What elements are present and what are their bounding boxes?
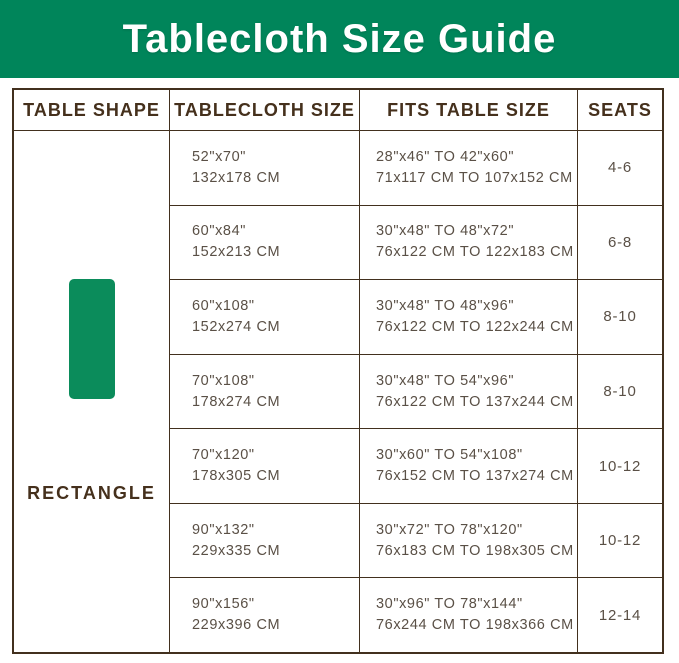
table-rows [170,131,662,652]
tablecloth-size-cm: 178x274 CM [192,393,281,410]
tablecloth-size-inches: 60"x108" [192,297,255,314]
tablecloth-size-cell [170,504,360,578]
fits-size-cm: 76x152 CM TO 137x274 CM [376,468,574,485]
header-seats: SEATS [588,99,652,120]
seats-cell: 12-14 [598,606,642,624]
table-row [170,131,662,206]
title-banner [0,0,679,78]
table-row [170,280,662,355]
tablecloth-size-cm: 152x213 CM [192,244,281,261]
fits-size-inches: 30"x72" TO 78"x120" [376,521,523,538]
header-fits-table-size: FITS TABLE SIZE [360,90,578,130]
tablecloth-size-inches: 60"x84" [192,223,247,240]
size-guide-table [12,88,664,654]
seats-cell: 10-12 [598,532,642,550]
fits-table-size-cell [360,131,578,205]
fits-size-inches: 30"x48" TO 48"x72" [376,223,515,240]
rectangle-shape-icon [69,279,115,399]
tablecloth-size-cell [170,206,360,280]
fits-size-inches: 28"x46" TO 42"x60" [376,148,515,165]
fits-table-size-cell [360,578,578,652]
tablecloth-size-cm: 229x396 CM [192,617,281,634]
table-header-row [14,90,662,131]
tablecloth-size-cm: 152x274 CM [192,318,281,335]
table-row [170,355,662,430]
fits-table-size-cell [360,280,578,354]
header-tablecloth-size: TABLECLOTH SIZE [170,90,360,130]
table-row [170,206,662,281]
fits-size-cm: 76x122 CM TO 122x183 CM [376,244,574,261]
tablecloth-size-cm: 178x305 CM [192,468,281,485]
page-title: Tablecloth Size Guide [122,16,557,61]
fits-size-inches: 30"x60" TO 54"x108" [376,447,523,464]
tablecloth-size-cell [170,355,360,429]
tablecloth-size-cell [170,578,360,652]
fits-table-size-cell [360,504,578,578]
fits-table-size-cell [360,429,578,503]
tablecloth-size-inches: 90"x156" [192,596,255,613]
seats-cell: 8-10 [603,383,637,401]
tablecloth-size-cell [170,429,360,503]
tablecloth-size-inches: 52"x70" [192,148,247,165]
tablecloth-size-inches: 70"x108" [192,372,255,389]
tablecloth-size-inches: 70"x120" [192,447,255,464]
table-shape-cell [14,131,170,652]
fits-size-inches: 30"x48" TO 48"x96" [376,297,515,314]
fits-table-size-cell [360,355,578,429]
seats-cell: 10-12 [598,457,642,475]
tablecloth-size-cm: 132x178 CM [192,169,281,186]
fits-size-cm: 76x183 CM TO 198x305 CM [376,542,574,559]
tablecloth-size-cell [170,131,360,205]
seats-cell: 6-8 [607,233,633,251]
table-row [170,578,662,652]
fits-size-cm: 76x244 CM TO 198x366 CM [376,617,574,634]
header-table-shape: TABLE SHAPE [14,90,170,130]
tablecloth-size-cell [170,280,360,354]
seats-cell: 8-10 [603,308,637,326]
table-row [170,504,662,579]
fits-table-size-cell [360,206,578,280]
shape-label: RECTANGLE [27,483,156,503]
fits-size-inches: 30"x96" TO 78"x144" [376,596,523,613]
fits-size-cm: 76x122 CM TO 122x244 CM [376,318,574,335]
fits-size-cm: 76x122 CM TO 137x244 CM [376,393,574,410]
table-body [14,131,662,652]
fits-size-cm: 71x117 CM TO 107x152 CM [376,169,573,186]
seats-cell: 4-6 [607,159,633,177]
table-row [170,429,662,504]
tablecloth-size-inches: 90"x132" [192,521,255,538]
fits-size-inches: 30"x48" TO 54"x96" [376,372,515,389]
tablecloth-size-cm: 229x335 CM [192,542,281,559]
